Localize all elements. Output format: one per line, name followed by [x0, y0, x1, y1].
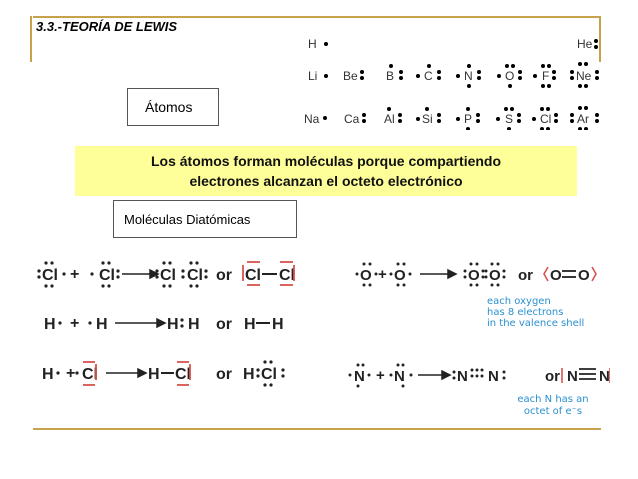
r2-or: or: [216, 316, 232, 333]
r3-cl-b: Cl: [175, 366, 191, 383]
statement-line-2: electrones alcanzan el octeto electrónico: [189, 173, 463, 189]
o-bond-a: O: [550, 267, 562, 284]
element-B: B: [386, 69, 395, 83]
r3-h-a: H: [42, 366, 54, 383]
nitrogen-note-line-1: each N has an: [517, 394, 589, 405]
element-Si: Si: [422, 112, 433, 126]
o-reactant-b: O: [394, 267, 406, 284]
atoms-label-box: [127, 88, 219, 126]
top-rule: [33, 16, 601, 18]
molecules-label: Moléculas Diatómicas: [124, 212, 251, 227]
element-F: F: [542, 69, 550, 83]
element-N: N: [464, 69, 473, 83]
left-reactions: [30, 255, 320, 405]
nitrogen-note-line-2: octet of e⁻s: [523, 406, 583, 417]
r2-h-d: H: [188, 316, 200, 333]
r1-cl-c: Cl: [160, 267, 176, 284]
n-reactant-b: N: [394, 368, 405, 385]
n-or: or: [545, 368, 560, 385]
r1-cl-d: Cl: [187, 267, 203, 284]
statement-highlight: [75, 146, 577, 196]
left-rule: [30, 16, 32, 62]
o-product-a: O: [468, 267, 480, 284]
atoms-label: Átomos: [145, 99, 193, 115]
r3-cl-a: Cl: [82, 366, 98, 383]
o-or: or: [518, 267, 533, 284]
nitrogen-note: [508, 394, 598, 418]
r1-plus: +: [70, 266, 80, 283]
n-reactant-a: N: [354, 368, 365, 385]
oxygen-note-line-3: in the valence shell: [487, 318, 585, 329]
statement-line-1: Los átomos forman moléculas porque compartiendo: [150, 153, 502, 169]
element-Al: Al: [384, 112, 395, 126]
element-O: O: [505, 69, 515, 83]
element-Ar: Ar: [577, 112, 589, 126]
element-Cl: Cl: [540, 112, 552, 126]
n-bond-b: N: [599, 368, 610, 385]
r1-cl-e: Cl: [245, 267, 261, 284]
r1-cl-a: Cl: [42, 267, 58, 284]
page-title: 3.3.-TEORÍA DE LEWIS: [36, 19, 178, 34]
oxygen-note-line-2: has 8 electrons: [487, 307, 564, 318]
r2-h-b: H: [96, 316, 108, 333]
lewis-dot-table: [300, 30, 610, 130]
element-S: S: [505, 112, 514, 126]
bottom-rule: [33, 428, 601, 430]
element-Na: Na: [304, 112, 320, 126]
element-P: P: [464, 112, 473, 126]
r3-h-b: H: [148, 366, 160, 383]
r3-plus: +: [66, 365, 76, 382]
r2-h-f: H: [272, 316, 284, 333]
element-Ca: Ca: [344, 112, 360, 126]
element-He: He: [577, 37, 593, 51]
element-C: C: [424, 69, 433, 83]
n-plus: +: [376, 367, 385, 384]
o-bond-b: O: [578, 267, 590, 284]
o-reactant-a: O: [360, 267, 372, 284]
oxygen-note: [487, 296, 584, 329]
r3-cl-c: Cl: [261, 366, 277, 383]
o-product-b: O: [489, 267, 501, 284]
element-Li: Li: [308, 69, 318, 83]
r2-h-a: H: [44, 316, 56, 333]
oxygen-note-line-1: each oxygen: [487, 296, 551, 307]
element-Ne: Ne: [576, 69, 592, 83]
r3-or: or: [216, 366, 232, 383]
o-plus: +: [378, 266, 387, 283]
n-product-b: N: [488, 368, 499, 385]
r1-cl-f: Cl: [279, 267, 295, 284]
n-bond-a: N: [567, 368, 578, 385]
r2-plus: +: [70, 315, 80, 332]
element-Be: Be: [343, 69, 358, 83]
r3-h-c: H: [243, 366, 255, 383]
element-H: H: [308, 37, 317, 51]
r1-cl-b: Cl: [99, 267, 115, 284]
r2-h-c: H: [167, 316, 179, 333]
n-product-a: N: [457, 368, 468, 385]
r1-or: or: [216, 267, 232, 284]
molecules-label-box: [113, 200, 297, 238]
r2-h-e: H: [244, 316, 256, 333]
